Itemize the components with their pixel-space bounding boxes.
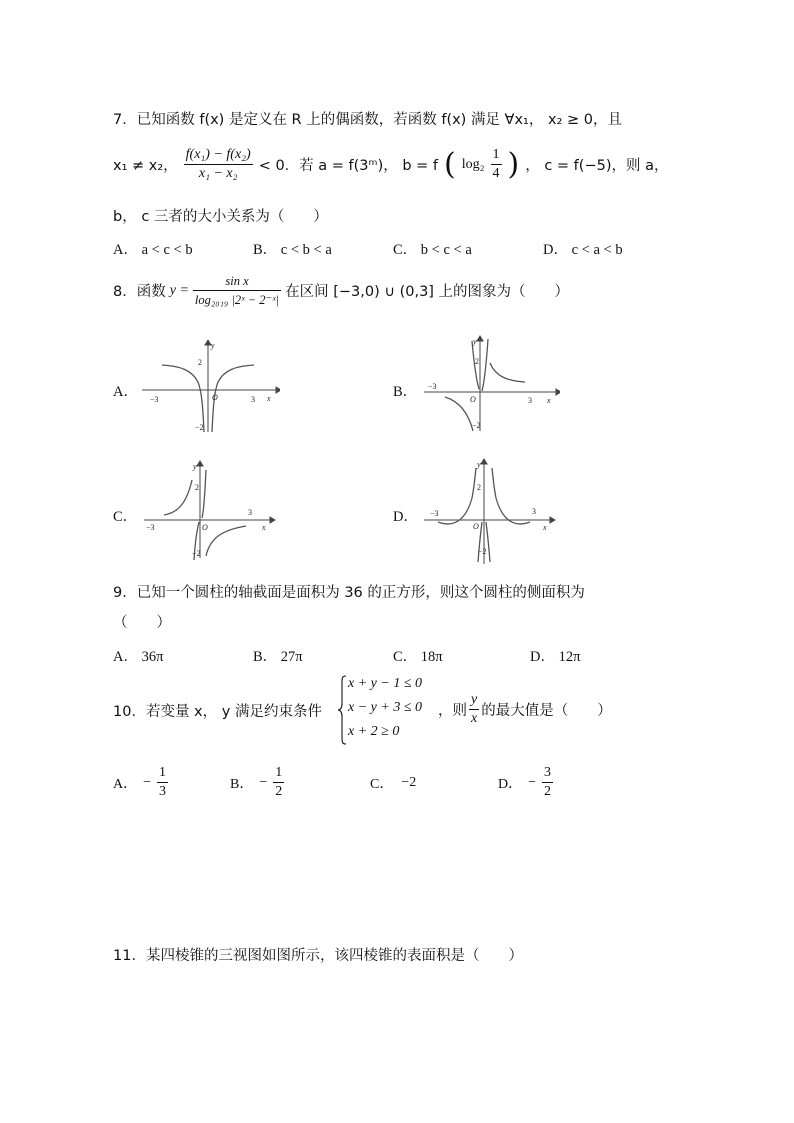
graph-d-y-arrow	[481, 459, 487, 464]
q7-frac-num: f(x₁) − f(x₂)	[184, 146, 253, 165]
q8-line	[113, 272, 569, 309]
graph-label-d[interactable]: D．	[393, 509, 418, 525]
q7-log-num: 1	[491, 146, 502, 165]
graph-d-curve-left	[438, 468, 476, 524]
q9-option-c[interactable]: C． 18π	[393, 649, 443, 665]
graph-b-tick-2: 2	[475, 357, 479, 366]
graph-d-axis-x: x	[543, 523, 547, 532]
q10-option-d-sign: −	[528, 774, 537, 790]
q10-fraction	[469, 691, 479, 728]
graph-b-axis-y: y	[473, 337, 477, 346]
q7-log: log₂	[461, 156, 485, 172]
graph-c-tick-3: 3	[248, 508, 252, 517]
q7-option-c[interactable]: C． b < c < a	[393, 242, 472, 258]
q8-frac-num: sin x	[193, 272, 281, 291]
q10-mid: ，则	[438, 703, 467, 719]
graph-b-curve-left-low	[445, 397, 473, 431]
q10-option-c[interactable]	[370, 773, 416, 793]
graph-c-axis-y: y	[193, 462, 197, 471]
graph-d-curve-right	[492, 468, 530, 524]
graph-d-origin: O	[473, 522, 479, 531]
q7-option-d[interactable]: D． c < a < b	[543, 242, 623, 258]
q10-option-d-frac	[542, 764, 553, 801]
q7-frac-den: x₁ − x₂	[198, 166, 238, 181]
graph-b-origin: O	[470, 395, 476, 404]
graph-b-axis-x: x	[547, 396, 551, 405]
graph-c-axis-x: x	[262, 523, 266, 532]
graph-a[interactable]	[140, 340, 280, 435]
q10-option-a-frac	[157, 764, 168, 801]
q10-option-b-den: 2	[275, 784, 283, 799]
graph-c-tick-2: 2	[195, 483, 199, 492]
q7-line2	[113, 146, 668, 183]
graph-b[interactable]	[420, 335, 560, 435]
graph-label-a[interactable]: A．	[113, 384, 138, 400]
graph-c-curve-left-high	[164, 480, 192, 515]
graph-a-curve-left	[162, 365, 204, 432]
graph-label-b[interactable]: B．	[393, 384, 418, 400]
graph-a-tick-neg2: −2	[195, 423, 204, 432]
graph-c-tick-neg2: −2	[192, 549, 201, 558]
q10-option-a[interactable]	[113, 764, 168, 801]
graph-c-y-arrow	[197, 461, 203, 466]
graph-c-curve-right-high	[202, 470, 206, 518]
q9-option-b[interactable]: B． 27π	[253, 649, 303, 665]
q10-constraint-2: x − y + 3 ≤ 0	[348, 700, 423, 715]
q7-fraction	[184, 146, 253, 183]
q9-option-d[interactable]: D． 12π	[530, 649, 581, 665]
q7-option-b[interactable]: B． c < b < a	[253, 242, 332, 258]
graph-d[interactable]	[420, 458, 560, 568]
q10-tail	[438, 691, 612, 728]
q10-option-c-label: C．	[370, 777, 394, 792]
q7-line3: b， c 三者的大小关系为（ ）	[113, 209, 328, 225]
q10-frac-num: y	[469, 691, 479, 710]
q7-cond-c: ， c = f(−5)，则 a，	[525, 158, 669, 174]
q10-option-a-sign: −	[143, 774, 152, 790]
graph-c-x-arrow	[270, 517, 275, 523]
q10-prefix: 10．若变量 x， y 满足约束条件	[113, 704, 322, 720]
q7-paren-close: )	[507, 146, 520, 182]
q7-paren-open: (	[444, 146, 456, 182]
q9-option-a[interactable]: A． 36π	[113, 649, 164, 665]
q9-text: 9．已知一个圆柱的轴截面是面积为 36 的正方形，则这个圆柱的侧面积为	[113, 585, 585, 601]
q9-paren: （ ）	[113, 615, 171, 631]
graph-b-tick-neg2: −2	[472, 421, 481, 430]
q10-option-a-label: A．	[113, 776, 138, 792]
q10-option-b[interactable]	[230, 764, 284, 801]
graph-a-axis-y: y	[211, 341, 215, 350]
graph-a-tick-2: 2	[198, 358, 202, 367]
q10-option-b-sign: −	[259, 774, 268, 790]
q7-log-fraction	[491, 146, 502, 183]
q8-y-eq: y =	[169, 282, 189, 298]
q10-option-d[interactable]	[498, 764, 553, 801]
q10-option-a-num: 1	[157, 764, 168, 783]
q10-option-c-value: −2	[401, 775, 417, 790]
q7-line1: 7．已知函数 f(x) 是定义在 R 上的偶函数，若函数 f(x) 满足 ∀x₁， x₂ ≥ 0，且	[113, 112, 622, 128]
q7-log-den: 4	[492, 166, 500, 181]
graph-b-x-arrow	[556, 389, 560, 395]
graph-c[interactable]	[140, 460, 280, 560]
graph-b-y-arrow	[477, 336, 483, 341]
graph-a-curve-right	[212, 365, 254, 432]
q10-option-d-den: 2	[544, 784, 552, 799]
graph-a-tick-neg3: −3	[150, 395, 159, 404]
graph-d-x-arrow	[550, 517, 555, 523]
graph-d-tick-3: 3	[532, 507, 536, 516]
q8-suffix: 在区间 [−3,0) ∪ (0,3] 上的图象为（ ）	[285, 284, 570, 300]
q10-option-d-label: D．	[498, 776, 523, 792]
q10-option-b-num: 1	[273, 764, 284, 783]
q11-text: 11．某四棱锥的三视图如图所示，该四棱锥的表面积是（ ）	[113, 948, 523, 964]
q10-option-a-den: 3	[159, 784, 167, 799]
q10-option-b-label: B．	[230, 776, 254, 792]
q8-frac-den: log₂₀₁₉ |2ˣ − 2⁻ˣ|	[194, 293, 280, 307]
q10-option-d-num: 3	[542, 764, 553, 783]
q7-cond-a: x₁ ≠ x₂，	[113, 158, 178, 174]
q10-frac-den: x	[471, 711, 478, 726]
graph-c-curve-right-low	[206, 526, 246, 556]
graph-a-tick-3: 3	[251, 395, 255, 404]
q7-cond-b: < 0．若 a = f(3ᵐ)， b = f	[258, 158, 439, 174]
graph-b-tick-3: 3	[528, 396, 532, 405]
q7-option-a[interactable]: A． a < c < b	[113, 242, 193, 258]
q8-prefix: 8．函数	[113, 284, 166, 300]
graph-b-curve-right-low	[490, 363, 525, 382]
graph-label-c[interactable]: C．	[113, 509, 138, 525]
q10-option-b-frac	[273, 764, 284, 801]
q10-constraint-3: x + 2 ≥ 0	[348, 724, 400, 739]
graph-d-axis-y: y	[477, 460, 481, 469]
graph-c-origin: O	[202, 523, 208, 532]
q10-constraint-1: x + y − 1 ≤ 0	[348, 676, 423, 691]
graph-a-origin: O	[212, 393, 218, 402]
q10-suffix: 的最大值是（ ）	[481, 703, 612, 719]
graph-d-tick-neg3: −3	[430, 509, 439, 518]
graph-a-axis-x: x	[267, 394, 271, 403]
graph-b-curve-right-high	[482, 339, 488, 391]
q10-brace	[337, 674, 347, 746]
graph-a-x-arrow	[276, 387, 280, 393]
graph-b-tick-neg3: −3	[428, 382, 437, 391]
q8-fraction	[193, 272, 281, 309]
graph-c-tick-neg3: −3	[146, 523, 155, 532]
graph-d-tick-neg2: −2	[478, 547, 487, 556]
graph-d-tick-2: 2	[477, 483, 481, 492]
